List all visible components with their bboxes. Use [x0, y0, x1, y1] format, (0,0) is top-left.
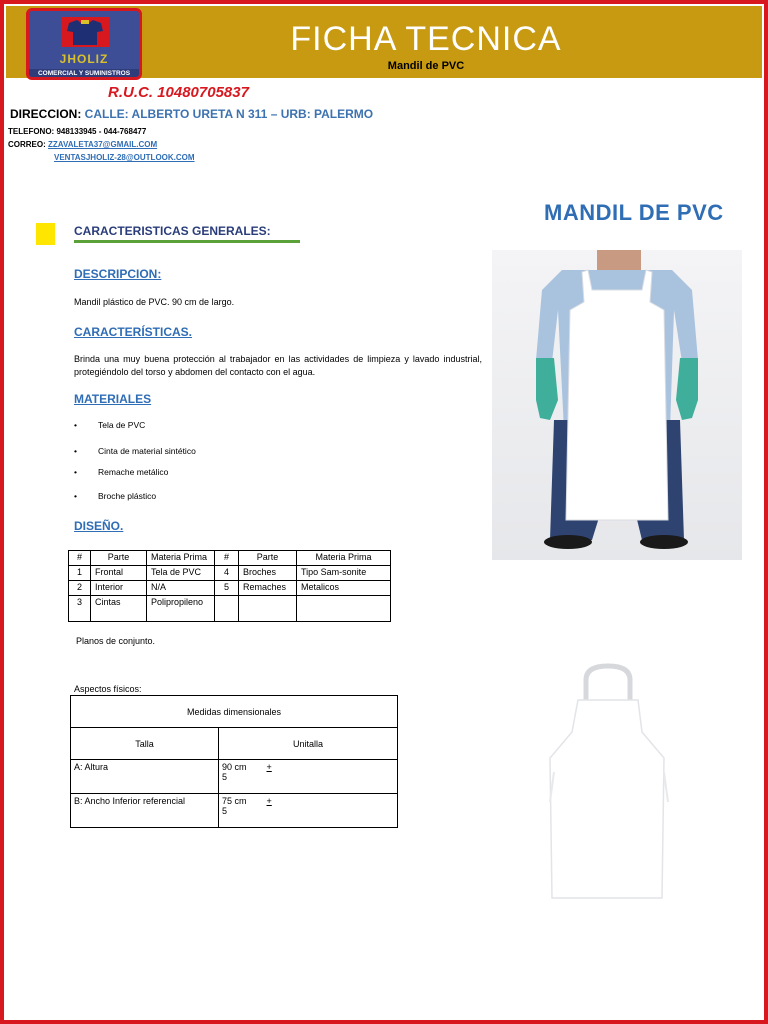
table-header-cell: Materia Prima — [297, 551, 391, 566]
phone: TELEFONO: 948133945 - 044-768477 — [8, 127, 147, 136]
product-title: MANDIL DE PVC — [544, 200, 724, 225]
table-header-cell: Unitalla — [219, 728, 398, 760]
shirt-icon — [59, 15, 111, 55]
table-cell: Interior — [91, 581, 147, 596]
apron-product-image — [544, 662, 674, 907]
table-cell — [215, 596, 239, 622]
table-header-cell: Parte — [239, 551, 297, 566]
table-cell: 90 cm + 5 — [219, 760, 398, 794]
logo-brand: JHOLIZ — [59, 52, 109, 66]
email-link-1[interactable]: ZZAVALETA37@GMAIL.COM — [48, 140, 158, 149]
table-cell — [297, 596, 391, 622]
list-item: • Tela de PVC — [74, 420, 146, 430]
table-cell: Metalicos — [297, 581, 391, 596]
table-row — [69, 596, 391, 622]
table-cell: 2 — [69, 581, 91, 596]
heading-diseno: DISEÑO. — [74, 519, 124, 533]
table-row — [69, 581, 391, 596]
worker-apron-image — [492, 250, 742, 560]
table-cell — [239, 596, 297, 622]
table-cell: Tipo Sam-sonite — [297, 566, 391, 581]
table-cell: Tela de PVC — [147, 566, 215, 581]
table-header-cell: # — [215, 551, 239, 566]
table-header-cell: Talla — [71, 728, 219, 760]
design-table — [68, 550, 391, 622]
table-row — [71, 794, 398, 828]
section-heading-general: CARACTERISTICAS GENERALES: — [74, 224, 271, 238]
table-header-cell: Parte — [91, 551, 147, 566]
table-cell: 75 cm + 5 — [219, 794, 398, 828]
page-subtitle: Mandil de PVC — [387, 60, 465, 72]
heading-materiales: MATERIALES — [74, 392, 152, 406]
table-cell: Polipropileno — [147, 596, 215, 622]
table-cell: 5 — [215, 581, 239, 596]
table-row — [69, 566, 391, 581]
table-cell: A: Altura — [71, 760, 219, 794]
table-row — [71, 760, 398, 794]
aspectos-label: Aspectos físicos: — [74, 684, 142, 694]
table-cell: 4 — [215, 566, 239, 581]
email-line — [8, 140, 157, 149]
heading-descripcion: DESCRIPCION: — [74, 267, 162, 281]
list-item: • Remache metálico — [74, 467, 169, 477]
table-header-row — [71, 728, 398, 760]
table-cell: B: Ancho Inferior referencial — [71, 794, 219, 828]
planos-text: Planos de conjunto. — [76, 636, 156, 646]
table-header-row — [69, 551, 391, 566]
table-cell: Broches — [239, 566, 297, 581]
email-link-2[interactable]: VENTASJHOLIZ-28@OUTLOOK.COM — [54, 153, 195, 162]
company-logo — [26, 8, 142, 80]
apron-icon — [544, 662, 674, 902]
logo-subtitle: COMERCIAL Y SUMINISTROS — [29, 69, 139, 78]
table-cell: Remaches — [239, 581, 297, 596]
table-cell: Frontal — [91, 566, 147, 581]
measures-title: Medidas dimensionales — [71, 696, 398, 728]
table-cell: N/A — [147, 581, 215, 596]
list-item: • Cinta de material sintético — [74, 446, 196, 456]
address — [10, 107, 373, 121]
address-value: CALLE: ALBERTO URETA N 311 – URB: PALERMO — [84, 107, 374, 121]
table-cell: 3 — [69, 596, 91, 622]
list-item: • Broche plástico — [74, 491, 157, 501]
product-photo — [492, 250, 742, 560]
measures-table — [70, 695, 398, 828]
address-label: DIRECCION: — [10, 107, 85, 121]
heading-caracteristicas: CARACTERÍSTICAS. — [74, 325, 193, 339]
table-cell: 1 — [69, 566, 91, 581]
ruc-number: R.U.C. 10480705837 — [108, 84, 249, 101]
caracteristicas-text: Brinda una muy buena protección al trabajador en las actividades de limpieza y lavado industrial, protegiéndolo del torso y abdomen del contacto con el agua. — [74, 354, 482, 377]
table-cell: Cintas — [91, 596, 147, 622]
email-label: CORREO: — [8, 140, 48, 149]
section-underline — [74, 240, 300, 243]
section-marker — [36, 223, 55, 245]
table-header-cell: Materia Prima — [147, 551, 215, 566]
table-row — [71, 696, 398, 728]
descripcion-text: Mandil plástico de PVC. 90 cm de largo. — [74, 297, 235, 307]
page-title: FICHA TECNICA — [290, 20, 562, 58]
table-header-cell: # — [69, 551, 91, 566]
